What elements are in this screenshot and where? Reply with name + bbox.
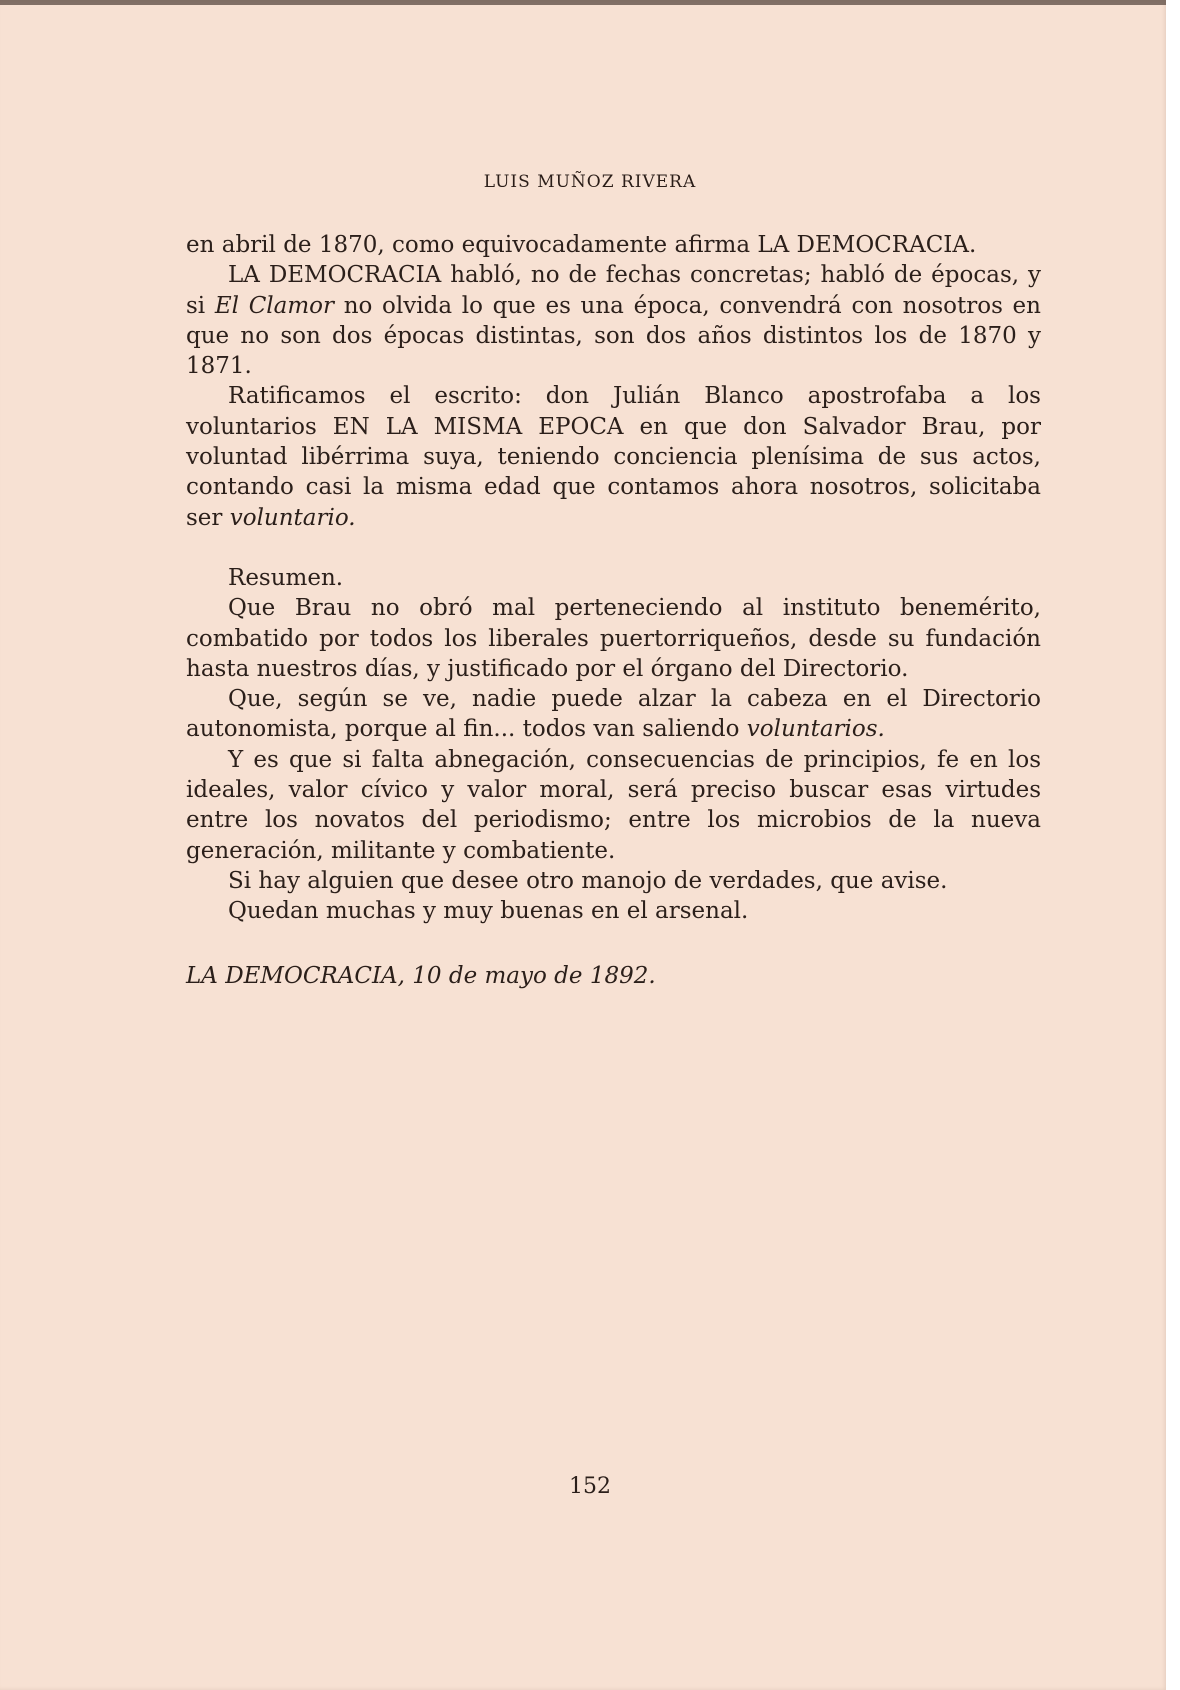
emphasis-voluntario: voluntario. [229, 504, 356, 531]
page-top-edge [0, 0, 1168, 5]
paragraph-7: Y es que si falta abnegación, consecuencias de principios, fe en los ideales, valor cívico y valor moral, será preciso buscar esas virtudes entre los novatos del periodismo; entre los microbios de la nueva generación, militante y combatiente. [186, 746, 1041, 864]
paragraph-5: Que Brau no obró mal perteneciendo al instituto benemérito, combatido por todos los liberales puertorriqueños, desde su fundación hasta nuestros días, y justificado por el órgano del Directorio. [186, 595, 1041, 682]
paragraph-2 [186, 260, 1041, 381]
paragraph-6 [186, 684, 1041, 745]
page-right-margin [1166, 0, 1180, 1690]
paragraph-2-text-cont: no olvida lo que es una época, convendrá con nosotros en que no son dos épocas distintas, son dos años distintos los de 1870 y 1871. [186, 292, 1041, 380]
paragraph-3-text: Ratificamos el escrito: don Julián Blanco apostrofaba a los voluntarios EN LA MISMA EPOCA en que don Salvador Brau, por voluntad libérrima suya, teniendo conciencia plenísima de sus actos, contando casi la misma edad que contamos ahora nosotros, solicitaba ser [186, 383, 1041, 531]
page-number: 152 [569, 1474, 611, 1499]
source-citation: LA DEMOCRACIA, 10 de mayo de 1892. [186, 962, 656, 989]
paragraph-1: en abril de 1870, como equivocadamente afirma LA DEMOCRACIA. [186, 232, 977, 258]
paragraph-2-text: LA DEMOCRACIA habló, no de fechas concretas; habló de épocas, y si [186, 262, 1041, 319]
paragraph-8: Si hay alguien que desee otro manojo de verdades, que avise. [228, 867, 948, 894]
paragraph-6-text: Que, según se ve, nadie puede alzar la cabeza en el Directorio autonomista, porque al fin... todos van saliendo [186, 686, 1041, 743]
paragraph-9: Quedan muchas y muy buenas en el arsenal. [228, 898, 749, 925]
running-head: LUIS MUÑOZ RIVERA [483, 172, 697, 192]
newspaper-title: El Clamor [214, 292, 335, 319]
body-text [186, 230, 1041, 991]
paragraph-resumen: Resumen. [228, 564, 344, 591]
paragraph-3 [186, 381, 1041, 532]
emphasis-voluntarios: voluntarios. [746, 716, 885, 743]
